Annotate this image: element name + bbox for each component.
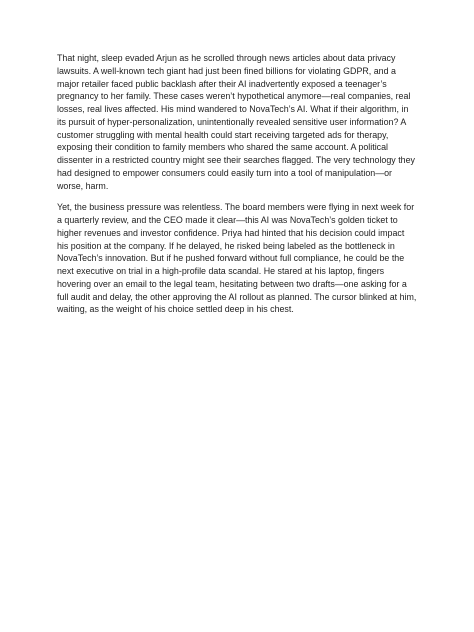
document-body <box>57 52 417 325</box>
paragraph-1: That night, sleep evaded Arjun as he scrolled through news articles about data privacy lawsuits. A well-known tech giant had just been fined billions for violating GDPR, and a major retailer faced public backlash after their AI inadvertently exposed a teenager’s pregnancy to her family. These cases weren’t hypothetical anymore—real companies, real losses, real lives affected. His mind wandered to NovaTech’s AI. What if their algorithm, in its pursuit of hyper-personalization, unintentionally revealed sensitive user information? A customer struggling with mental health could start receiving targeted ads for therapy, exposing their condition to family members who shared the same account. A political dissenter in a restricted country might see their searches flagged. The very technology they had designed to empower consumers could easily turn into a tool of manipulation—or worse, harm. <box>57 53 415 191</box>
paragraph-2: Yet, the business pressure was relentless. The board members were flying in next week for a quarterly review, and the CEO made it clear—this AI was NovaTech’s golden ticket to higher revenues and investor confidence. Priya had hinted that his decision could impact his position at the company. If he delayed, he risked being labeled as the bottleneck in NovaTech’s innovation. But if he pushed forward without full compliance, he could be the next executive on trial in a high-profile data scandal. He stared at his laptop, fingers hovering over an email to the legal team, hesitating between two drafts—one asking for a full audit and delay, the other approving the AI rollout as planned. The cursor blinked at him, waiting, as the weight of his choice settled deep in his chest. <box>57 202 417 315</box>
